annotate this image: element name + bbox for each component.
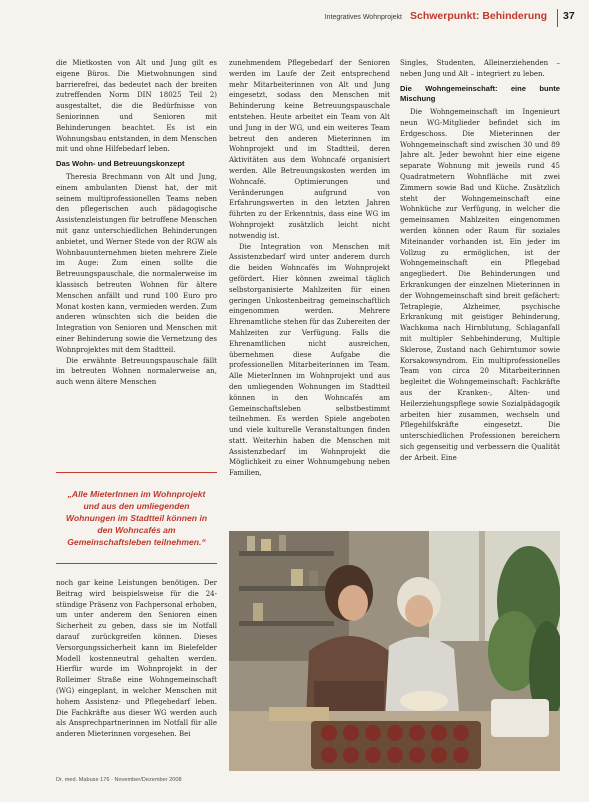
paragraph: die Mietkosten von Alt und Jung gilt es eigene Büros. Die Mietwohnungen sind barrierefrei, das bedeutet nach der breiten zutreffenden Norm DIN 18025 Teil 2) ausgestaltet, die die Bedürfnisse von Seniorinnen und Senioren mit Behinderungen beachtet. Es ist ein Wohnungsbau entstanden, in dem Menschen mit und ohne Hilfebedarf leben. [56,59,217,154]
subheading: Das Wohn- und Betreuungskonzept [56,159,185,169]
running-header-topic: Schwerpunkt: Behinderung [410,10,548,22]
header-divider [557,9,558,27]
footer-citation: Dr. med. Mabuse 176 · November/Dezember 2008 [56,777,182,783]
column-3 [400,58,560,528]
page-number: 37 [563,10,575,22]
column-1-continued [56,578,217,768]
column-2 [229,58,390,528]
column-1 [56,58,217,468]
pull-quote [56,472,217,564]
paragraph: Singles, Studenten, Alleinerziehenden – neben Jung und Alt – integriert zu leben. [400,59,560,78]
subheading: Die Wohngemeinschaft: eine bunte Mischung [400,83,560,104]
photo-illustration [229,531,560,771]
paragraph: Die erwähnte Betreuungspauschale fällt im betreuten Wohnen normalerweise an, auch wenn ältere Menschen [56,356,217,387]
photo-kitchen-scene [229,531,560,771]
paragraph: Die Integration von Menschen mit Assistenzbedarf wird unter anderem durch die beiden Wohncafés im Wohnprojekt gefördert. Hier können zweimal täglich selbstorganisierte Mahlzeiten für einen geringen Unkostenbeitrag gemeinschaftlich eingenommen werden. Mehrere Ehrenamtliche stehen für das Zubereiten der Mahlzeiten zur Verfügung. Falls die Ehrenamtlichen nicht ausreichen, übernehmen diese Aufgabe die professionellen Mitarbeiterinnen im Team. Alle MieterInnen im Wohnprojekt und aus den umliegenden Wohnungen im Stadtteil können in den Wohncafés am Gemeinschaftsleben selbstbestimmt teilnehmen. Es werden Spiele angeboten und viele kulturelle Veranstaltungen finden statt. Weiterhin haben die Menschen mit Assistenzbedarf im Wohnprojekt die Möglichkeit zu einer Wohnumgebung neben Familien, [229,242,390,478]
paragraph: noch gar keine Leistungen benötigen. Der Beitrag wird beispielsweise für die 24-stündige Präsenz von Fachpersonal erhoben, um unter anderem den Senioren einen Sicherheit zu geben, dass sie im Notfall darauf zurückgreifen können. Dieses Versorgungssicherheit kann im Bielefelder Modell kostenneutral gehalten werden. Hierfür wurde im Wohnprojekt in der Rolleimer Straße eine Wohngemeinschaft (WG) eingeplant, in welcher Menschen mit hohem Assistenz- und Pflegebedarf leben. Die Fachkräfte aus dieser WG werden auch als Ansprechpartnerinnen im Notfall für alle anderen Mieterinnen vorgesehen. Bei [56,579,217,739]
pull-quote-text: „Alle MieterInnen im Wohnprojekt und aus den umliegenden Wohnungen im Stadtteil können in den Wohncafés am Gemeinschaftsleben teilnehmen.“ [65,489,208,547]
paragraph: Die Wohngemeinschaft im Ingenieurt neun WG-Mitglieder befindet sich im Erdgeschoss. Die Mieterinnen der Wohngemeinschaft sind zwischen 30 und 89 Jahre alt. Jeder bewohnt hier eine eigene separate Wohnung mit jeweils rund 45 Quadratmetern Wohnfläche mit zwei Zimmern sowie Bad und Küche. Zusätzlich steht der Wohngemeinschaft eine Wohnküche zur Verfügung, in welcher die gemeinsamen Mahlzeiten eingenommen werden können oder Raum für soziales Miteinander vorhanden ist. Ein jeder im Vollzug zu ermöglichen, ist der Wohngemeinschaft ein Pflegebad angegliedert. Die Behinderungen und Erkrankungen der einzelnen Mieterinnen in der Wohngemeinschaft sind breit gefächert: Tetraplegie, Alzheimer, psychische Erkrankung mit geistiger Behinderung, Wachkoma nach Hirnblutung, Schlaganfall mit multipler Sehbehinderung, Multiple Sklerose, Zustand nach Gehirntumor sowie Korsakowsyndrom. Ein multiprofessionelles Team von circa 20 Mitarbeiterinnen begleitet die Wohngemeinschaft: Fachkräfte aus der Kranken-, Alten- und Heilerziehungspflege sowie Sozialpädagogik arbeiten hier zusammen, wechseln und Pflegehilfskräfte eingesetzt. Die unterschiedlichen Professionen bereichern sich gegenseitig und verbessern die Qualität der Arbeit. Eine [400,108,560,462]
running-header-section: Integratives Wohnprojekt [324,14,402,21]
paragraph: Theresia Brechmann von Alt und Jung, einem ambulanten Dienst hat, der mit seinem multiprofessionellen Teams neben den pflegerischen auch pädagogische Assistenzleistungen für betroffene Menschen mit ganz unterschiedlichen Behinderungen anbietet, und Werner Stede von der RGW als Wohnbauunternehmen bieten mehrere Ziele im Auge: Zum einen sollte die Betreuungspauschale, die normalerweise im klassisch betreuten Wohnen für ältere Menschen anfällt und rund 100 Euro pro Monat kosten kann, vermieden werden. Zum anderen wünschten sich die beiden die Integration von Senioren und Menschen mit einer Behinderung sowie die Vernetzung des Wohnprojektes mit dem Stadtteil. [56,172,217,354]
paragraph: zunehmendem Pflegebedarf der Senioren werden im Laufe der Zeit entsprechend mehr Mitarbeiterinnen von Alt und Jung eingesetzt, sodass den Menschen mit Behinderung keine Betreuungspauschale entstehen. Heute arbeitet ein Team von Alt und Jung in der WG, und ein weiteres Team betreut den anderen Mieterinnen im Wohnprojekt und im Stadtteil, deren Aktivitäten aus dem Wohncafé organisiert werden. Alle Betreuungskosten werden im Wohncafé. Optimierungen und Veränderungen aufgrund von Erfahrungswerten in den letzten Jahren führten zu der Erkenntnis, dass eine WG im Wohnprojekt zusätzlich leicht nicht notwendig ist. [229,59,390,240]
